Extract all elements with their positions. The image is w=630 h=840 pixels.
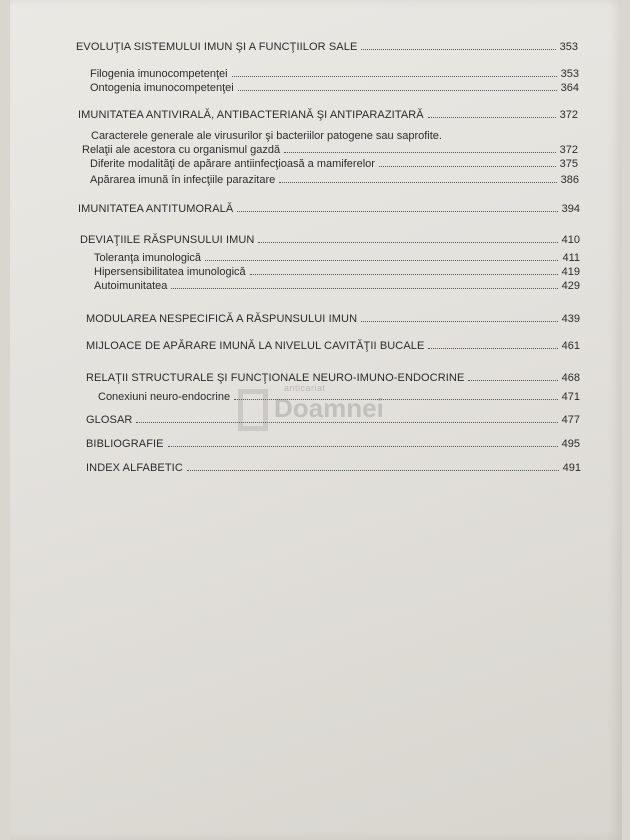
toc-page-number: 419 — [561, 266, 580, 278]
dot-leader — [284, 152, 556, 153]
dot-leader — [168, 446, 558, 447]
toc-entry-title: Relaţii ale acestora cu organismul gazdă — [82, 144, 281, 156]
toc-page-number: 410 — [561, 234, 580, 246]
toc-entry-title: Toleranţa imunologică — [94, 252, 202, 264]
dot-leader — [232, 76, 557, 77]
toc-page-number: 468 — [561, 372, 580, 384]
toc-entry-title: Apărarea imună în infecţiile parazitare — [90, 174, 276, 186]
toc-entry-title: EVOLUŢIA SISTEMULUI IMUN ŞI A FUNCŢIILOR SALE — [76, 41, 358, 53]
watermark — [238, 383, 384, 433]
toc-entry-title: Hipersensibilitatea imunologică — [94, 266, 246, 278]
toc-entry-title: IMUNITATEA ANTIVIRALĂ, ANTIBACTERIANĂ ŞI ANTIPARAZITARĂ — [78, 109, 424, 121]
toc-entry-filogenia — [90, 68, 579, 81]
toc-entry-title: IMUNITATEA ANTITUMORALĂ — [78, 203, 234, 215]
dot-leader — [205, 260, 558, 261]
toc-entry-title: BIBLIOGRAFIE — [86, 438, 164, 450]
toc-entry-evolutia — [76, 41, 578, 54]
dot-leader — [361, 321, 558, 322]
dot-leader — [171, 288, 557, 289]
toc-entry-title: RELAŢII STRUCTURALE ŞI FUNCŢIONALE NEURO-IMUNO-ENDOCRINE — [86, 372, 465, 384]
toc-page-number: 495 — [561, 438, 580, 450]
toc-entry-autoimunitatea — [94, 280, 580, 293]
dot-leader — [250, 274, 558, 275]
toc-entry-title: Conexiuni neuro-endocrine — [98, 391, 231, 403]
toc-entry-ontogenia — [90, 82, 579, 95]
toc-entry-title: Diferite modalităţi de apărare antiinfecţioasă a mamiferelor — [90, 158, 375, 170]
toc-entry-mijloace — [86, 340, 580, 353]
toc-entry-relatii-gazda — [82, 144, 578, 157]
dot-leader — [238, 90, 557, 91]
toc-page-number: 375 — [559, 158, 578, 170]
toc-page-number: 364 — [560, 82, 579, 94]
toc-entry-title: DEVIAŢIILE RĂSPUNSULUI IMUN — [80, 234, 255, 246]
dot-leader — [258, 242, 557, 243]
dot-leader — [187, 470, 559, 471]
dot-leader — [379, 166, 556, 167]
toc-entry-title: Filogenia imunocompetenţei — [90, 68, 228, 80]
watermark-big-text: Doamnei — [274, 393, 384, 423]
watermark-logo-icon — [238, 389, 268, 431]
toc-entry-title: MIJLOACE DE APĂRARE IMUNĂ LA NIVELUL CAVITĂŢII BUCALE — [86, 340, 425, 352]
toc-entry-deviatiile — [80, 234, 580, 247]
dot-leader — [468, 380, 557, 381]
watermark-small-text: anticariat — [284, 383, 326, 393]
toc-page-number: 411 — [562, 252, 580, 264]
toc-entry-imunitatea-antivirala — [78, 109, 578, 122]
toc-page-number: 394 — [561, 203, 580, 215]
toc-page-number: 353 — [559, 41, 578, 53]
toc-entry-modularea — [86, 313, 580, 326]
toc-entry-title: Ontogenia imunocompetenţei — [90, 82, 234, 94]
toc-entry-apararea-parazitare — [90, 174, 579, 187]
toc-page-number: 429 — [561, 280, 580, 292]
toc-page-number: 439 — [561, 313, 580, 325]
toc-entry-title: GLOSAR — [86, 414, 133, 426]
toc-entry-caracterele: Caracterele generale ale virusurilor şi bacteriilor patogene sau saprofite. — [91, 130, 442, 142]
dot-leader — [361, 49, 555, 50]
toc-page-number: 491 — [562, 462, 581, 474]
toc-entry-diferite-modalitati — [90, 158, 578, 171]
toc-page-number: 372 — [559, 144, 578, 156]
toc-page-number: 471 — [561, 391, 580, 403]
toc-entry-bibliografie — [86, 438, 580, 451]
dot-leader — [428, 117, 556, 118]
toc-entry-toleranta — [94, 252, 580, 265]
toc-entry-hipersensibilitatea — [94, 266, 580, 279]
toc-entry-title: INDEX ALFABETIC — [86, 462, 183, 474]
dot-leader — [428, 348, 557, 349]
dot-leader — [279, 182, 556, 183]
toc-entry-antitumorala — [78, 203, 580, 216]
toc-page-number: 477 — [561, 414, 580, 426]
toc-page-number: 386 — [560, 174, 579, 186]
toc-entry-title: Autoimunitatea — [94, 280, 168, 292]
toc-page-number: 353 — [560, 68, 579, 80]
dot-leader — [237, 211, 557, 212]
toc-page-number: 461 — [561, 340, 580, 352]
toc-page-number: 372 — [559, 109, 578, 121]
toc-entry-index-alfabetic — [86, 462, 581, 475]
toc-entry-title: MODULAREA NESPECIFICĂ A RĂSPUNSULUI IMUN — [86, 313, 358, 325]
